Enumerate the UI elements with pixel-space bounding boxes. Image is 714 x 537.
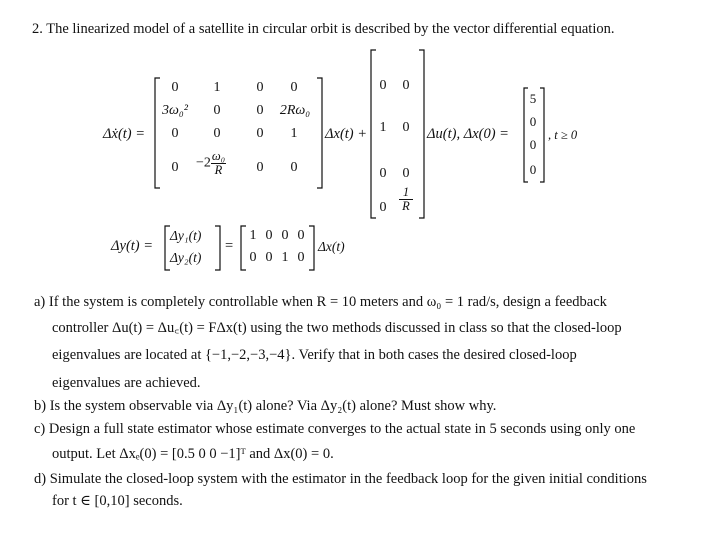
x0-entry: 0: [529, 137, 537, 152]
fraction-denominator: R: [214, 163, 223, 177]
x0-entry: 0: [529, 162, 537, 177]
matrix-b-cell: 0: [379, 166, 387, 181]
matrix-a-cell: 0: [290, 80, 298, 95]
problem-header: 2. The linearized model of a satellite in circular orbit is described by the vector differential equation.: [32, 21, 615, 37]
y-right-bracket: [215, 226, 221, 270]
matrix-a-right-bracket: [317, 78, 323, 188]
matrix-a-cell: 0: [171, 126, 179, 141]
matrix-a-fraction-cell: [196, 150, 226, 177]
output-eq-equals: =: [225, 238, 234, 254]
part-d-line: d) Simulate the closed-loop system with the estimator in the feedback loop for the given initial conditions: [34, 471, 647, 487]
matrix-b-cell: 0: [379, 78, 387, 93]
matrix-c-cell: 0: [297, 228, 305, 243]
matrix-b-fraction-cell: [399, 186, 413, 213]
output-eq-lhs: Δy(t) =: [111, 238, 154, 254]
matrix-a-cell: 0: [256, 80, 264, 95]
matrix-c-cell: 0: [265, 228, 273, 243]
matrix-a-cell: 3ω₀²: [162, 103, 188, 118]
matrix-c-cell: 0: [281, 228, 289, 243]
part-a-line: eigenvalues are located at {−1,−2,−3,−4}. Verify that in both cases the desired closed-loop: [52, 347, 577, 363]
state-eq-lhs: Δẋ(t) =: [103, 126, 146, 142]
fraction-denominator: R: [402, 199, 410, 213]
part-c-line: output. Let Δxₑ(0) = [0.5 0 0 −1]ᵀ and Δx(0) = 0.: [52, 446, 334, 462]
matrix-a-cell: 0: [213, 103, 221, 118]
matrix-a-cell: 0: [256, 126, 264, 141]
matrix-a-left-bracket: [154, 78, 160, 188]
matrix-a-cell: 2Rω₀: [279, 103, 311, 118]
matrix-c-cell: 1: [281, 250, 289, 265]
matrix-a-cell: 0: [256, 160, 264, 175]
part-a-line: controller Δu(t) = Δu꜀(t) = FΔx(t) using the two methods discussed in class so that the closed-loop: [52, 320, 622, 336]
matrix-b-cell: 1: [379, 120, 387, 135]
matrix-b-cell: 0: [402, 120, 410, 135]
fraction-prefix: −2: [196, 155, 211, 171]
matrix-b-cell: 0: [402, 78, 410, 93]
fraction-numerator: 1: [399, 186, 413, 200]
matrix-c-cell: 0: [265, 250, 273, 265]
fraction: [211, 150, 226, 177]
part-b-line: b) Is the system observable via Δy₁(t) alone? Via Δy₂(t) alone? Must show why.: [34, 398, 497, 414]
fraction-numerator: ω₀: [211, 149, 226, 163]
matrix-a-cell: 0: [171, 160, 179, 175]
matrix-b-cell: 0: [402, 166, 410, 181]
matrix-c-cell: 0: [297, 250, 305, 265]
matrix-b-right-bracket: [419, 50, 425, 218]
state-eq-condition: , t ≥ 0: [548, 128, 578, 142]
output-eq-rhs: Δx(t): [318, 239, 345, 254]
state-eq-mid: Δx(t) +: [325, 126, 368, 142]
part-c-line: c) Design a full state estimator whose estimate converges to the actual state in 5 seconds using only one: [34, 421, 636, 437]
y2-entry: Δy₂(t): [170, 250, 202, 265]
matrix-a-cell: 0: [256, 103, 264, 118]
x0-entry: 5: [529, 91, 537, 106]
matrix-a-cell: 1: [213, 80, 221, 95]
part-d-line: for t ∈ [0,10] seconds.: [52, 493, 183, 509]
matrix-a-cell: 0: [213, 126, 221, 141]
y1-entry: Δy₁(t): [170, 228, 202, 243]
matrix-a-cell: 1: [290, 126, 298, 141]
part-a-line: eigenvalues are achieved.: [52, 375, 201, 391]
part-a-line: a) If the system is completely controllable when R = 10 meters and ω₀ = 1 rad/s, design a feedback: [34, 294, 607, 310]
state-eq-after-b: Δu(t), Δx(0) =: [427, 126, 509, 142]
matrix-c-cell: 1: [249, 228, 257, 243]
matrix-b-cell: 0: [379, 200, 387, 215]
x0-entry: 0: [529, 114, 537, 129]
c-right-bracket: [309, 226, 315, 270]
matrix-c-cell: 0: [249, 250, 257, 265]
x0-right-bracket: [540, 88, 545, 182]
matrix-a-cell: 0: [290, 160, 298, 175]
matrix-a-cell: 0: [171, 80, 179, 95]
